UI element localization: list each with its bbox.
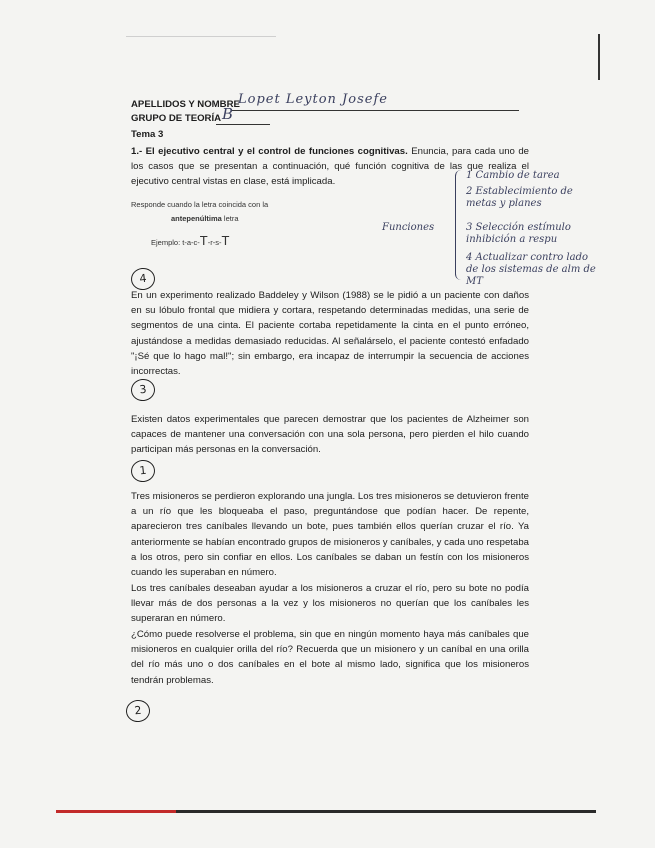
example-label: Ejemplo: [151, 238, 183, 247]
example-line2-rest: letra [221, 214, 239, 223]
grupo-label: GRUPO DE TEORÍA [131, 113, 222, 124]
grupo-value: B [222, 105, 234, 123]
question-title: 1.- El ejecutivo central y el control de funciones cognitivas. [131, 146, 408, 157]
case-3-text-2: Los tres caníbales deseaban ayudar a los misioneros a cruzar el río, pero su bote no podía llevar más de dos personas a la vez y los misioneros no querían que los caníbales les superaran en número. [131, 583, 529, 625]
hand-item-3: 3 Selección estímulo inhibición a respu [466, 222, 571, 245]
answer-circle-2: 2 [125, 699, 151, 723]
example-box [131, 197, 331, 257]
apellidos-label: APELLIDOS Y NOMBRE [131, 99, 240, 110]
example-seq-2: -r-s- [207, 238, 222, 247]
case-1-text: En un experimento realizado Baddeley y Wilson (1988) se le pidió a un paciente con daños en su lóbulo frontal que midiera y cortara, respetando determinadas medidas, una serie de segmentos de una cinta. El paciente cortaba repetidamente la cinta en el punto erróneo, ajustándose a medidas demasiado reducidas. Al señalárselo, el paciente contestó enfadado "¡Sé que lo hago mal!"; sin embargo, era incapaz de interrumpir la secuencia de acciones incorrectas. [131, 290, 529, 378]
example-antepenultima: antepenúltima [171, 214, 222, 223]
answer-circle-3: 3 [130, 378, 156, 402]
answer-circle-1: 1 [130, 459, 156, 483]
hand-item-1: 1 Cambio de tarea [466, 170, 560, 181]
apellidos-value: Lopet Leyton Josefe [238, 92, 388, 107]
example-seq-1: T [199, 233, 208, 248]
apellidos-underline [232, 110, 519, 111]
tema-label: Tema 3 [131, 129, 164, 140]
scan-top-line [126, 36, 276, 37]
hand-item-2: 2 Establecimiento de metas y planes [466, 186, 573, 209]
example-line1: Responde cuando la letra coincida con la [131, 200, 269, 209]
case-3-text-1: Tres misioneros se perdieron explorando una jungla. Los tres misioneros se detuvieron frente a un río que les bloqueaba el paso, preguntándose que podían hacer. De repente, aparecieron tres caníbales llevando un bote, pues también ellos querían cruzar el río. Ya anteriormente se habían encontrado grupos de misioneros y caníbales, y cada uno respetaba a los otros, pero sin confiar en ellos. Los caníbales se daban un festín con los misioneros cuando les superaban en número. [131, 491, 529, 579]
example-line2 [171, 214, 239, 223]
scan-bottom-edge [56, 810, 176, 813]
example-seq-0: t-a-c- [182, 238, 200, 247]
scan-right-mark [598, 34, 600, 80]
grupo-underline [216, 124, 270, 125]
hand-item-4: 4 Actualizar contro lado de los sistemas de alm de MT [466, 252, 596, 287]
hand-funciones: Funciones [382, 222, 435, 233]
case-2-text: Existen datos experimentales que parecen demostrar que los pacientes de Alzheimer son capaces de mantener una conversación con una sola persona, pero pierden el hilo cuando participan más personas en la conversación. [131, 414, 529, 456]
answer-circle-4: 4 [130, 267, 156, 291]
question-text [131, 144, 529, 190]
scan-bottom-edge-dark [176, 810, 596, 813]
example-sequence [151, 233, 229, 248]
hand-brace [455, 170, 462, 280]
question-body: Enuncia, para cada uno de los casos que se presentan a continuación, qué función cognitiva de las que realiza el ejecutivo central vistas en clase, está implicada. [131, 146, 530, 188]
case-3-text-3: ¿Cómo puede resolverse el problema, sin que en ningún momento haya más caníbales que misioneros en cualquier orilla del río? Recuerda que un misionero y un caníbal en una orilla del río más uno o dos caníbales en el bote al mismo lado, significa que los misioneros tendrán problemas. [131, 629, 529, 686]
example-seq-3: T [221, 233, 230, 248]
